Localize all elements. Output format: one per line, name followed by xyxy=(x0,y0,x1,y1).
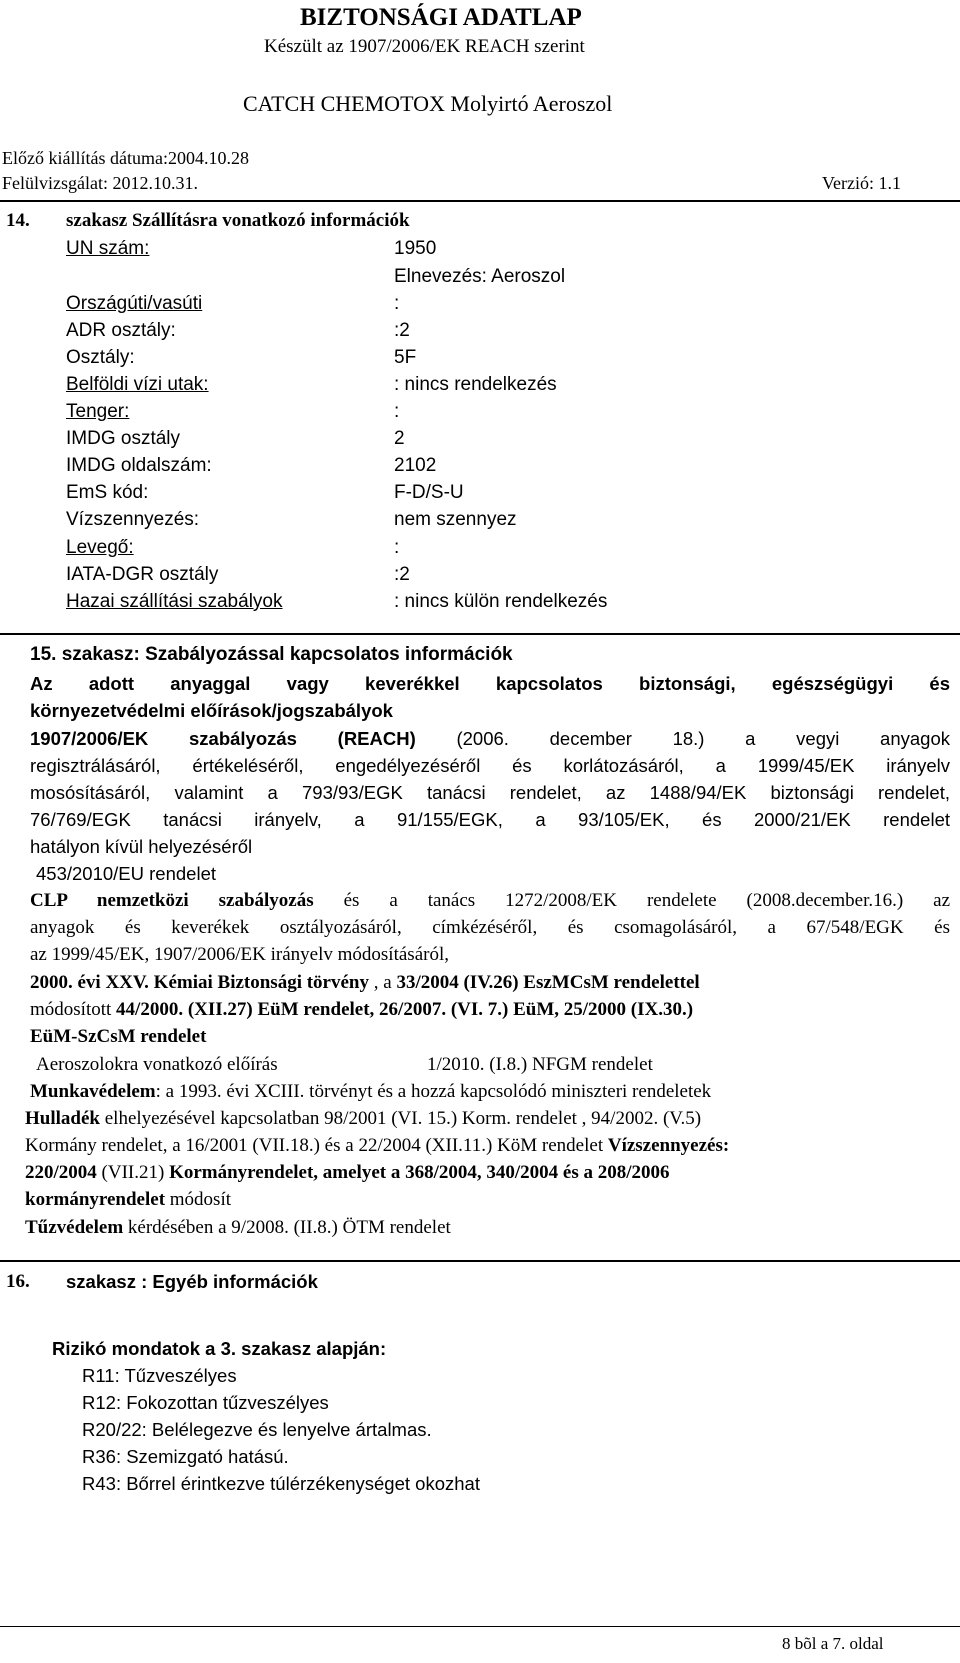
water-decree-date: (VII.21) xyxy=(96,1162,170,1183)
iata-class-value: :2 xyxy=(394,564,410,585)
reach-line-4: 76/769/EGK tanácsi irányelv, a 91/155/EGK, a 93/105/EK, és 2000/21/EK rendelet xyxy=(30,809,950,830)
domestic-rules-label: Hazai szállítási szabályok xyxy=(66,591,283,612)
regulation-453-2010: 453/2010/EU rendelet xyxy=(36,863,216,884)
imdg-page-value: 2102 xyxy=(394,455,437,476)
modified-by-text: módosított xyxy=(30,999,117,1020)
work-safety-line xyxy=(30,1081,711,1103)
sea-label: Tenger: xyxy=(66,401,130,422)
waste-line-2 xyxy=(25,1135,729,1157)
un-number-value: 1950 xyxy=(394,238,437,259)
waste-line-4 xyxy=(25,1189,231,1211)
risk-phrases-title: Rizikó mondatok a 3. szakasz alapján: xyxy=(52,1338,387,1359)
section-14-title: szakasz Szállításra vonatkozó információk xyxy=(66,210,410,231)
waste-label: Hulladék xyxy=(25,1108,100,1129)
ems-code-value: F-D/S-U xyxy=(394,482,464,503)
work-safety-text: : a 1993. évi XCIII. törvényt és a hozzá kapcsolódó miniszteri rendeletek xyxy=(155,1081,712,1102)
version: Verzió: 1.1 xyxy=(822,173,901,193)
page-number: 8 bõl a 7. oldal xyxy=(782,1634,884,1653)
water-decree-text: Kormányrendelet, amelyet a 368/2004, 340/2004 és a 208/2006 xyxy=(169,1162,670,1183)
chemical-safety-law-line-1 xyxy=(30,972,700,994)
risk-phrase: R36: Szemizgató hatású. xyxy=(82,1446,289,1467)
road-rail-value: : xyxy=(394,293,400,314)
domestic-rules-value: : nincs külön rendelkezés xyxy=(394,591,608,612)
government-decree-label: kormányrendelet xyxy=(25,1189,166,1210)
adr-class-value: :2 xyxy=(394,320,410,341)
fire-protection-label: Tűzvédelem xyxy=(25,1217,124,1238)
modifying-decrees: 44/2000. (XII.27) EüM rendelet, 26/2007. (VI. 7.) EüM, 25/2000 (IX.30.) xyxy=(116,999,694,1020)
shipping-name: Elnevezés: Aeroszol xyxy=(394,266,566,287)
iata-class-label: IATA-DGR osztály xyxy=(66,564,219,585)
air-label: Levegő: xyxy=(66,537,134,558)
modifies-text: módosít xyxy=(165,1189,232,1210)
class-label: Osztály: xyxy=(66,347,135,368)
chemical-safety-law-mid: , a xyxy=(369,972,397,993)
footer-rule xyxy=(0,1626,960,1627)
ems-code-label: EmS kód: xyxy=(66,482,149,503)
air-value: : xyxy=(394,537,400,558)
chemical-safety-law: 2000. évi XXV. Kémiai Biztonsági törvény xyxy=(30,972,369,993)
water-pollution-value: nem szennyez xyxy=(394,509,517,530)
sea-value: : xyxy=(394,401,400,422)
imdg-class-value: 2 xyxy=(394,428,405,449)
reach-regulation: 1907/2006/EK szabályozás (REACH) xyxy=(30,728,416,749)
water-decree-number: 220/2004 xyxy=(25,1162,97,1183)
clp-line-1-text: és a tanács 1272/2008/EK rendelete (2008.december.16.) az xyxy=(313,890,950,911)
section-14-number: 14. xyxy=(6,210,30,231)
section-16-number: 16. xyxy=(6,1271,30,1292)
section-14-rule xyxy=(0,633,960,635)
clp-line-2: anyagok és keverékek osztályozásáról, címkézéséről, és csomagolásáról, a 67/548/EGK és xyxy=(30,917,950,938)
section-15-intro-line-2: környezetvédelmi előírások/jogszabályok xyxy=(30,700,393,721)
reach-line-1-text: (2006. december 18.) a vegyi anyagok xyxy=(415,728,950,749)
water-pollution-label: Vízszennyezés: xyxy=(66,509,200,530)
product-name: CATCH CHEMOTOX Molyirtó Aeroszol xyxy=(243,91,613,116)
inland-waterways-value: : nincs rendelkezés xyxy=(394,374,557,395)
clp-line-3: az 1999/45/EK, 1907/2006/EK irányelv módosításáról, xyxy=(30,944,449,965)
document-title: BIZTONSÁGI ADATLAP xyxy=(300,4,582,31)
clp-line-1 xyxy=(30,890,950,912)
clp-regulation: CLP nemzetközi szabályozás xyxy=(30,890,314,911)
revision-date: Felülvizsgálat: 2012.10.31. xyxy=(2,173,198,193)
reach-line-2: regisztrálásáról, értékeléséről, engedélyezéséről és korlátozásáról, a 1999/45/EK irányelv xyxy=(30,755,950,776)
aerosol-regulation-label: Aeroszolokra vonatkozó előírás xyxy=(36,1054,278,1075)
imdg-class-label: IMDG osztály xyxy=(66,428,181,449)
chemical-safety-law-line-2 xyxy=(30,999,693,1021)
waste-line-1 xyxy=(25,1108,701,1130)
section-16-title: szakasz : Egyéb információk xyxy=(66,1271,318,1292)
waste-line-1-text: elhelyezésével kapcsolatban 98/2001 (VI. 15.) Korm. rendelet , 94/2002. (V.5) xyxy=(99,1108,702,1129)
reach-line-1 xyxy=(30,728,950,750)
section-15-title: 15. szakasz: Szabályozással kapcsolatos információk xyxy=(30,644,513,665)
document-subtitle: Készült az 1907/2006/EK REACH szerint xyxy=(264,36,585,57)
section-15-intro-line-1: Az adott anyaggal vagy keverékkel kapcsolatos biztonsági, egészségügyi és xyxy=(30,673,950,694)
risk-phrase: R11: Tűzveszélyes xyxy=(82,1365,237,1386)
inland-waterways-label: Belföldi vízi utak: xyxy=(66,374,209,395)
chemical-safety-law-line-3: EüM-SzCsM rendelet xyxy=(30,1026,207,1047)
imdg-page-label: IMDG oldalszám: xyxy=(66,455,212,476)
risk-phrase: R12: Fokozottan tűzveszélyes xyxy=(82,1392,329,1413)
fire-protection-line xyxy=(25,1217,451,1239)
risk-phrase: R43: Bőrrel érintkezve túlérzékenységet okozhat xyxy=(82,1473,480,1494)
previous-issue-date: Előző kiállítás dátuma:2004.10.28 xyxy=(2,148,249,168)
road-rail-label: Országúti/vasúti xyxy=(66,293,203,314)
work-safety-label: Munkavédelem xyxy=(30,1081,156,1102)
reach-line-3: mosósításáról, valamint a 793/93/EGK tanácsi rendelet, az 1488/94/EK biztonsági rendelet, xyxy=(30,782,950,803)
chemical-safety-decree: 33/2004 (IV.26) EszMCsM rendelettel xyxy=(396,972,700,993)
reach-line-5: hatályon kívül helyezéséről xyxy=(30,836,253,857)
section-15-rule xyxy=(0,1260,960,1262)
un-number-label: UN szám: xyxy=(66,238,150,259)
fire-protection-text: kérdésében a 9/2008. (II.8.) ÖTM rendelet xyxy=(123,1217,451,1238)
waste-line-3 xyxy=(25,1162,670,1184)
adr-class-label: ADR osztály: xyxy=(66,320,176,341)
aerosol-regulation-value: 1/2010. (I.8.) NFGM rendelet xyxy=(427,1054,653,1075)
header-rule xyxy=(0,200,960,202)
waste-line-2-text: Kormány rendelet, a 16/2001 (VII.18.) és a 22/2004 (XII.11.) KöM rendelet xyxy=(25,1135,608,1156)
water-pollution-heading: Vízszennyezés: xyxy=(607,1135,730,1156)
class-value: 5F xyxy=(394,347,417,368)
risk-phrase: R20/22: Belélegezve és lenyelve ártalmas. xyxy=(82,1419,432,1440)
